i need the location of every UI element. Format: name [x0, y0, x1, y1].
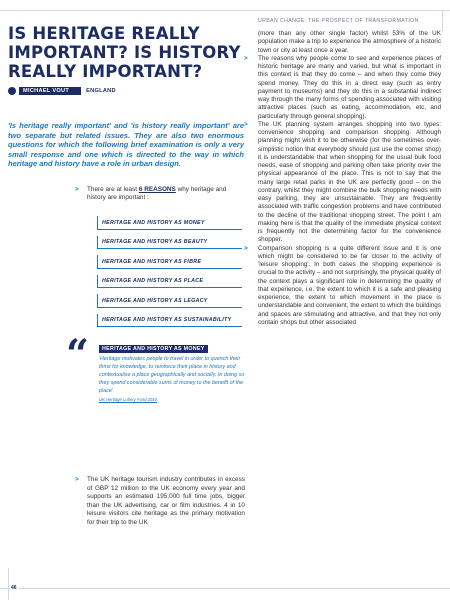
arrow-bullet-icon: >: [75, 476, 79, 483]
tourism-paragraph: [75, 476, 245, 528]
byline-author: MICHAEL VOUT: [19, 87, 81, 95]
quote-mark-icon: “: [66, 331, 90, 378]
byline-bullet-icon: [8, 87, 16, 95]
pull-quote: [99, 337, 245, 402]
lead-paragraph: 'Is heritage really important' and 'is history really important' are two separate but related issues. They are also two enormous questions for which the following brief examination is only a very small response and one which is directed to the way in which heritage and history have a role in urban design.: [8, 121, 244, 169]
body-paragraph-text: The UK planning system arranges shopping into two types: convenience shopping and comparison shopping. Although planning might wish it to be otherwise (for the sometimes over-simplistic notion that everybody should just use the corner shop) it is understandable that when shopping for the usual bulk food needs, ease of shopping and parking often take priority over the physical appearance of the place. This is not to say that the many large retail parks in the UK are perfectly good – on the contrary, whilst they might combine the bulk shopping needs with easy parking, they are unsustainable. They are frequently associated with traffic congestion problems and have contributed to the decline of the traditional shopping street. The point I am making here is that the quality of the immediate physical context is frequently not the determining factor for the convenience shopper.: [258, 120, 441, 244]
right-column: [244, 30, 441, 327]
reasons-list: [97, 213, 242, 330]
arrow-bullet-icon: >: [244, 120, 248, 128]
reason-item: HERITAGE AND HISTORY AS FIBRE: [97, 252, 242, 272]
reason-item: HERITAGE AND HISTORY AS PLACE: [97, 272, 242, 292]
byline-country: ENGLAND: [86, 88, 116, 94]
body-paragraph: (more than any other single factor) whilst 53% of the UK population make a trip to experience the atmosphere of a historic town or city at least once a year.: [258, 30, 441, 54]
intro-text-before: There are at least: [87, 186, 139, 193]
reason-item: HERITAGE AND HISTORY AS MONEY: [97, 213, 242, 233]
body-paragraph: [244, 54, 441, 121]
arrow-bullet-icon: >: [75, 186, 79, 193]
body-paragraph-text: Comparison shopping is a quite different issue and it is one which might be considered to be far closer to the activity of 'leisure shopping'. In both cases the shopping experience is crucial to the activity – and not surprisingly, the physical quality of the context plays a significant role in determining the quality of that experience, i.e. the extent to which it is a safe and pleasing experience, the extent to which movement in the place is understandable and convenient, the extent to which the buildings and spaces are stimulating and attractive, and that they not only contain shops but other associated: [258, 244, 441, 326]
reason-item: HERITAGE AND HISTORY AS BEAUTY: [97, 233, 242, 253]
intro-text-after: why heritage and history are important :: [87, 186, 227, 202]
arrow-bullet-icon: >: [244, 54, 248, 62]
pull-quote-text: 'Heritage motivates people to travel in order to quench their thirst for knowledge, to reinforce their place in history and contextualise a place geographically and socially. In doing so they spend considerable sums of money to the benefit of the place': [99, 356, 245, 394]
bottom-left-rule: [8, 568, 9, 600]
body-paragraph: [244, 244, 441, 328]
reason-item: HERITAGE AND HISTORY AS LEGACY: [97, 291, 242, 311]
tourism-text: The UK heritage tourism industry contributes in excess of GBP 12 million to the UK economy every year and supports an estimated 195,000 full time jobs, bigger than the UK advertising, car or film industries. 4 in 10 leisure visitors cite heritage as the primary motivation for their trip to the UK: [87, 476, 245, 526]
reasons-intro: [75, 186, 245, 203]
article-title: IS HERITAGE REALLY IMPORTANT? IS HISTORY REALLY IMPORTANT?: [8, 24, 241, 81]
reasons-count: 6 REASONS: [138, 186, 176, 193]
byline: [8, 86, 248, 96]
arrow-bullet-icon: >: [244, 244, 248, 252]
top-rule: [0, 10, 450, 11]
reason-item: HERITAGE AND HISTORY AS SUSTAINABILITY: [97, 311, 242, 331]
pull-quote-source: UK Heritage Lottery Fund 2010: [99, 397, 157, 402]
body-paragraph-text: The reasons why people come to see and experience places of historic heritage are many and varied, but what is important in this context is that they do come – and when they come they spend money. They do this in a direct way (such as entry payment to museums) and they do this in a substantial indirect way through the many forms of spending associated with visiting attractive places (such as eating, accommodation, etc, and particularly through general shopping).: [258, 54, 441, 120]
body-paragraph: [244, 120, 441, 245]
page-number: 46: [11, 585, 17, 591]
running-head: URBAN CHANGE: THE PROSPECT OF TRANSFORMATION: [258, 18, 419, 24]
pull-quote-heading: HERITAGE AND HISTORY AS MONEY: [99, 345, 208, 353]
bottom-rule: [0, 588, 450, 589]
